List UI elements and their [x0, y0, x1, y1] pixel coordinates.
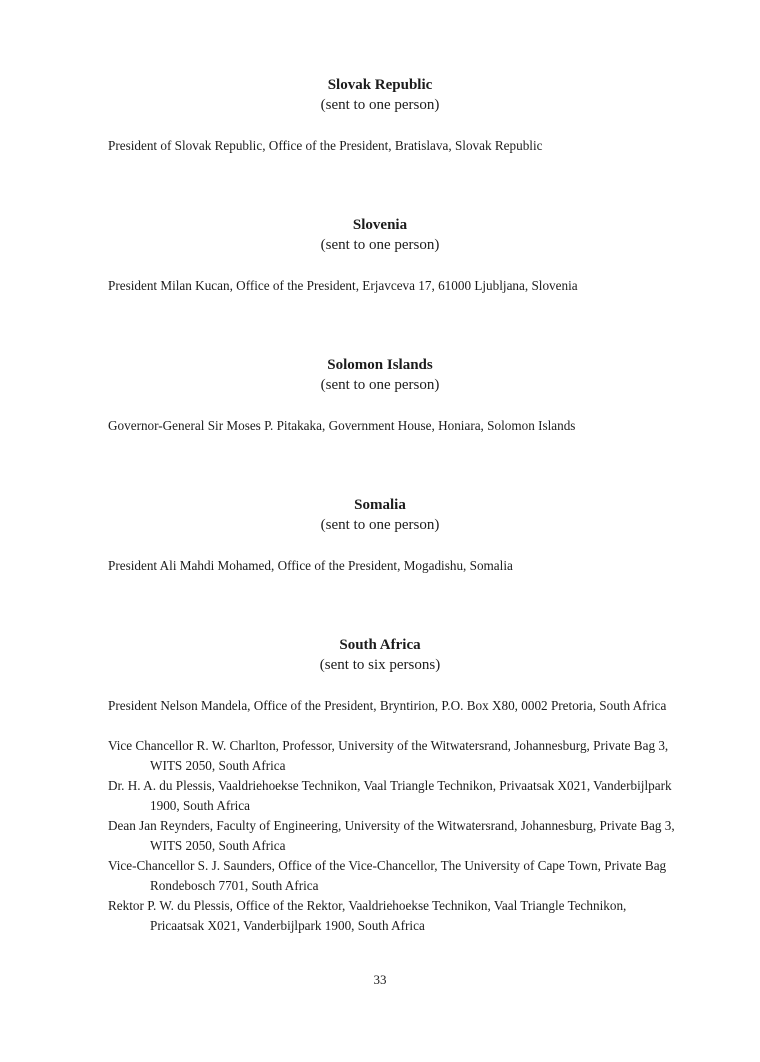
address-line: Vice Chancellor R. W. Charlton, Professor, University of the Witwatersrand, Johannesburg, Private Bag 3, — [108, 738, 669, 753]
address-line: Dr. H. A. du Plessis, Vaaldriehoekse Technikon, Vaal Triangle Technikon, Privaatsak X021, Vanderbijlpark — [108, 778, 672, 793]
country-heading: Slovenia — [352, 217, 408, 233]
address-line: Dean Jan Reynders, Faculty of Engineering, University of the Witwatersrand, Johannesburg, Private Bag 3, — [108, 818, 675, 833]
address-line: Vice-Chancellor S. J. Saunders, Office of the Vice-Chancellor, The University of Cape Town, Private Bag — [108, 858, 667, 873]
address-entry — [108, 736, 718, 776]
page-number: 33 — [373, 972, 387, 987]
address-continuation: WITS 2050, South Africa — [150, 758, 286, 773]
address-entry — [108, 136, 718, 156]
address-line: Governor-General Sir Moses P. Pitakaka, Government House, Honiara, Solomon Islands — [108, 418, 576, 433]
recipient-count: (sent to one person) — [320, 237, 440, 253]
address-entry — [108, 896, 718, 936]
address-line: President Nelson Mandela, Office of the President, Bryntirion, P.O. Box X80, 0002 Pretoria, South Africa — [108, 698, 667, 713]
address-entry — [108, 856, 718, 896]
recipient-count: (sent to one person) — [320, 97, 440, 113]
address-entry — [108, 276, 718, 296]
country-heading: South Africa — [339, 637, 421, 653]
address-entry — [108, 556, 718, 576]
address-continuation: 1900, South Africa — [150, 798, 250, 813]
recipient-count: (sent to six persons) — [319, 657, 441, 673]
address-entry — [108, 816, 718, 856]
recipient-count: (sent to one person) — [320, 517, 440, 533]
address-entry — [108, 696, 718, 716]
country-heading: Slovak Republic — [327, 77, 433, 93]
address-entry — [108, 776, 718, 816]
address-continuation: Rondebosch 7701, South Africa — [150, 878, 319, 893]
recipient-count: (sent to one person) — [320, 377, 440, 393]
address-continuation: Pricaatsak X021, Vanderbijlpark 1900, South Africa — [150, 918, 425, 933]
address-line: President Ali Mahdi Mohamed, Office of the President, Mogadishu, Somalia — [108, 558, 513, 573]
country-heading: Somalia — [354, 497, 406, 513]
address-entry — [108, 416, 718, 436]
address-line: Rektor P. W. du Plessis, Office of the Rektor, Vaaldriehoekse Technikon, Vaal Triangle Technikon, — [108, 898, 627, 913]
address-line: President of Slovak Republic, Office of the President, Bratislava, Slovak Republic — [108, 138, 543, 153]
address-continuation: WITS 2050, South Africa — [150, 838, 286, 853]
country-heading: Solomon Islands — [327, 357, 433, 373]
address-line: President Milan Kucan, Office of the President, Erjavceva 17, 61000 Ljubljana, Slovenia — [108, 278, 578, 293]
